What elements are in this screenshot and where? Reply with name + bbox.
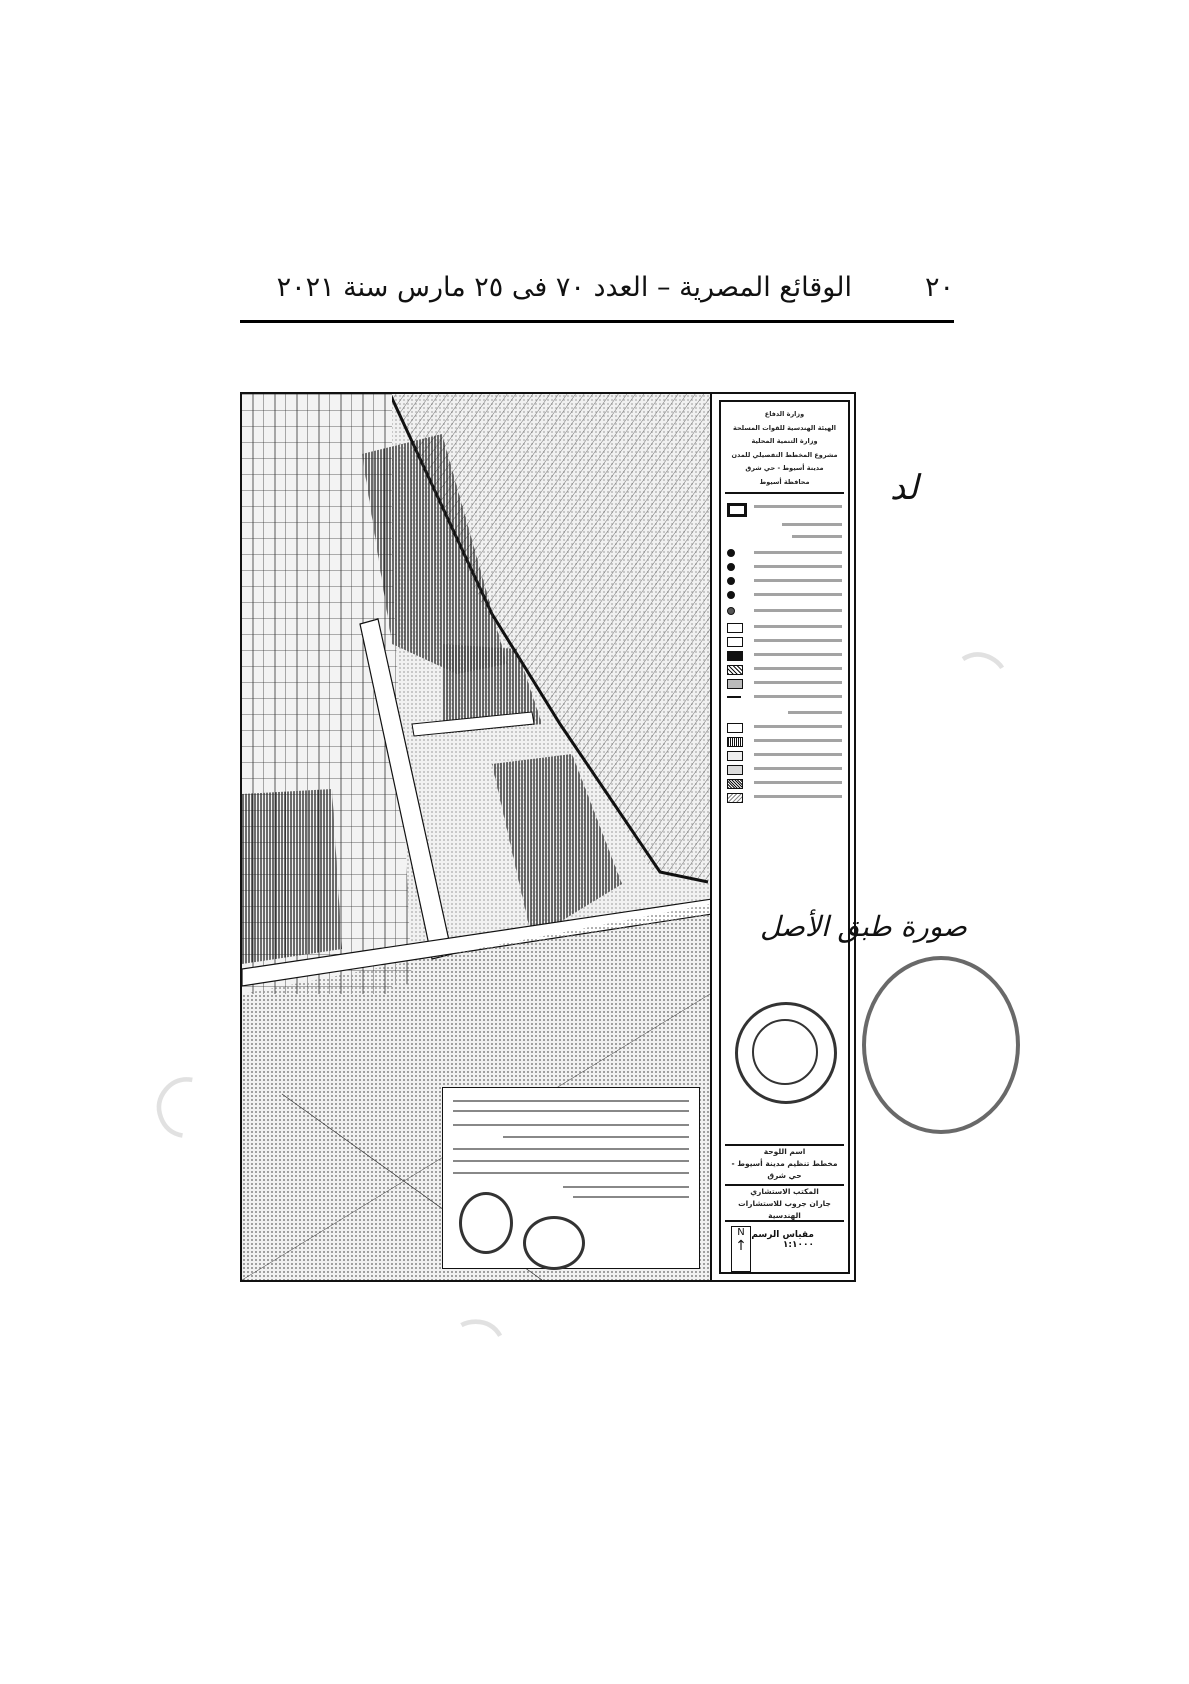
legend-row	[727, 664, 842, 674]
side-seal-stamp	[862, 956, 1020, 1134]
legend-row	[727, 562, 842, 572]
legend-row	[727, 764, 842, 774]
legend-row	[727, 532, 842, 542]
watermark-arc-top: ◜	[927, 628, 1024, 705]
consultant-block: المكتب الاستشاري جاران جروب للاستشارات الهندسية	[725, 1184, 844, 1222]
approval-stamp	[459, 1192, 513, 1254]
legend-row	[727, 736, 842, 746]
map-sheet	[240, 392, 856, 1282]
legend-row	[727, 548, 842, 558]
legend-row	[727, 708, 842, 718]
legend-row	[727, 606, 842, 616]
legend-row	[727, 622, 842, 632]
scale-label: مقياس الرسم ١:١٠٠٠	[751, 1230, 814, 1250]
page-title: الوقائع المصرية – العدد ٧٠ فى ٢٥ مارس سنة ٢٠٢١	[276, 272, 852, 303]
page-number: ٢٠	[924, 272, 954, 303]
legend-row	[727, 650, 842, 660]
agriculture-west	[242, 789, 342, 964]
legend-row	[727, 678, 842, 688]
page-header	[240, 268, 954, 324]
map-area	[242, 394, 712, 1280]
approval-seal	[523, 1216, 585, 1270]
handwritten-initials: لد	[890, 468, 919, 508]
legend-panel	[719, 400, 850, 1274]
legend-row	[727, 778, 842, 788]
legend-row	[727, 692, 842, 702]
legend-row	[727, 792, 842, 802]
approval-note-box	[442, 1087, 700, 1269]
legend-title: وزارة الدفاع الهيئة الهندسية للقوات المسلحة وزارة التنمية المحلية مشروع المخطط التفصيلي للمدن مدينة أسيوط - حي شرق محافظة أسيوط	[725, 408, 844, 494]
north-arrow-icon: N ↑	[731, 1226, 751, 1272]
legend-row	[727, 590, 842, 600]
watermark-arc-bottom: ◝	[448, 1288, 523, 1385]
legend-row	[727, 636, 842, 646]
legend-row	[727, 576, 842, 586]
legend-row	[727, 502, 842, 512]
sheet-name-block: اسم اللوحة مخطط تنظيم مدينة أسيوط - حي شرق	[725, 1144, 844, 1180]
official-seal	[735, 1002, 837, 1104]
legend-row	[727, 750, 842, 760]
header-rule	[240, 320, 954, 323]
legend-row	[727, 722, 842, 732]
handwritten-certification: صورة طبق الأصل	[760, 910, 968, 943]
legend-row	[727, 520, 842, 530]
watermark-arc-left: ◠	[129, 1068, 232, 1145]
scale-block	[725, 1220, 844, 1272]
